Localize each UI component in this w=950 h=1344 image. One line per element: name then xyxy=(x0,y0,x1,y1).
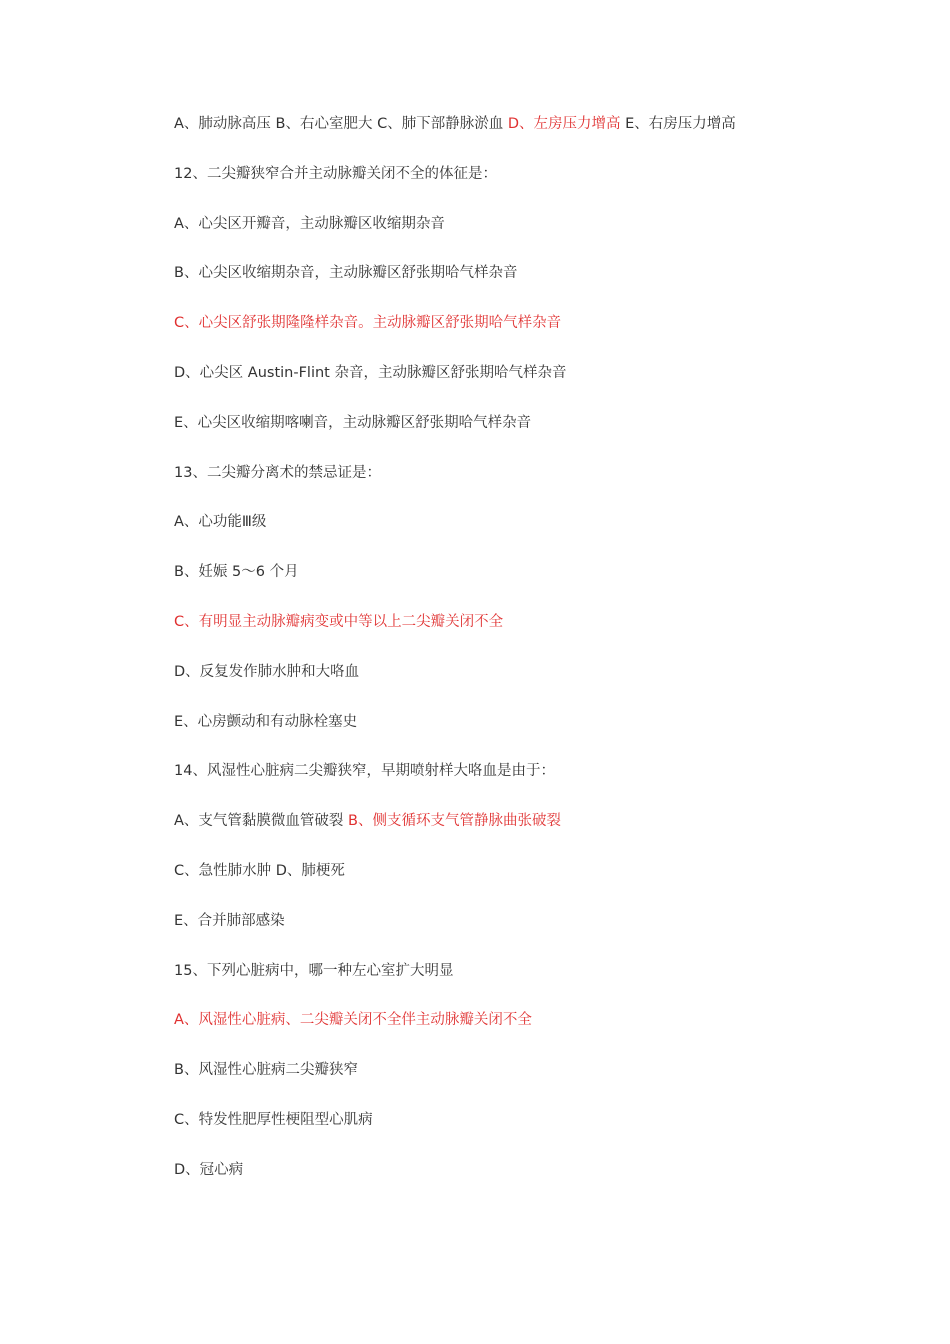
text-segment: E、右房压力增高 xyxy=(625,116,736,132)
text-line xyxy=(174,362,894,412)
text-line xyxy=(174,462,894,512)
text-line xyxy=(174,1009,894,1059)
text-segment: B、风湿性心脏病二尖瓣狭窄 xyxy=(174,1062,358,1079)
text-line xyxy=(174,213,894,263)
text-segment: D、冠心病 xyxy=(174,1161,244,1178)
text-segment: A、肺动脉高压 xyxy=(174,116,276,132)
text-segment: A、心功能Ⅲ级 xyxy=(174,514,267,531)
text-line xyxy=(174,511,894,561)
text-segment: E、合并肺部感染 xyxy=(174,912,285,929)
text-segment: D、反复发作肺水肿和大咯血 xyxy=(174,663,360,680)
answer-option: C、心尖区舒张期隆隆样杂音。主动脉瓣区舒张期哈气样杂音 xyxy=(174,315,562,332)
text-segment: E、心房颤动和有动脉栓塞史 xyxy=(174,713,358,730)
text-segment: E、心尖区收缩期喀喇音，主动脉瓣区舒张期哈气样杂音 xyxy=(174,414,532,431)
text-line xyxy=(174,163,894,213)
text-segment: 12、二尖瓣狭窄合并主动脉瓣关闭不全的体征是： xyxy=(174,165,497,182)
text-segment: 13、二尖瓣分离术的禁忌证是： xyxy=(174,464,381,481)
text-line xyxy=(174,412,894,462)
text-segment: A、支气管黏膜微血管破裂 xyxy=(174,813,349,830)
text-line xyxy=(174,312,894,362)
text-segment: C、肺下部静脉淤血 xyxy=(377,116,508,132)
text-segment: 14、风湿性心脏病二尖瓣狭窄，早期喷射样大咯血是由于： xyxy=(174,763,555,780)
text-line xyxy=(174,611,894,661)
text-line xyxy=(174,1159,894,1209)
answer-option: D、左房压力增高 xyxy=(507,116,626,132)
text-segment: C、特发性肥厚性梗阻型心肌病 xyxy=(174,1111,373,1128)
text-segment: B、妊娠 5～6 个月 xyxy=(174,564,299,581)
text-segment: B、心尖区收缩期杂音，主动脉瓣区舒张期哈气样杂音 xyxy=(174,265,518,282)
text-line xyxy=(174,711,894,761)
text-segment: B、右心室肥大 xyxy=(275,116,378,132)
text-segment: A、心尖区开瓣音，主动脉瓣区收缩期杂音 xyxy=(174,215,445,232)
text-line xyxy=(174,860,894,910)
text-line xyxy=(174,1059,894,1109)
answer-option: B、侧支循环支气管静脉曲张破裂 xyxy=(348,813,561,830)
text-line xyxy=(174,960,894,1010)
text-line xyxy=(174,661,894,711)
document-page xyxy=(174,113,894,1209)
text-segment: 15、下列心脏病中，哪一种左心室扩大明显 xyxy=(174,962,454,979)
text-line xyxy=(174,262,894,312)
answer-option: A、风湿性心脏病、二尖瓣关闭不全伴主动脉瓣关闭不全 xyxy=(174,1012,532,1029)
text-line xyxy=(174,810,894,860)
text-line xyxy=(174,1109,894,1159)
text-line xyxy=(174,910,894,960)
text-line xyxy=(174,113,894,163)
answer-option: C、有明显主动脉瓣病变或中等以上二尖瓣关闭不全 xyxy=(174,613,504,630)
text-segment: D、心尖区 Austin-Flint 杂音，主动脉瓣区舒张期哈气样杂音 xyxy=(174,364,567,381)
text-line xyxy=(174,561,894,611)
text-line xyxy=(174,760,894,810)
text-segment: D、肺梗死 xyxy=(275,862,345,879)
text-segment: C、急性肺水肿 xyxy=(174,862,276,879)
